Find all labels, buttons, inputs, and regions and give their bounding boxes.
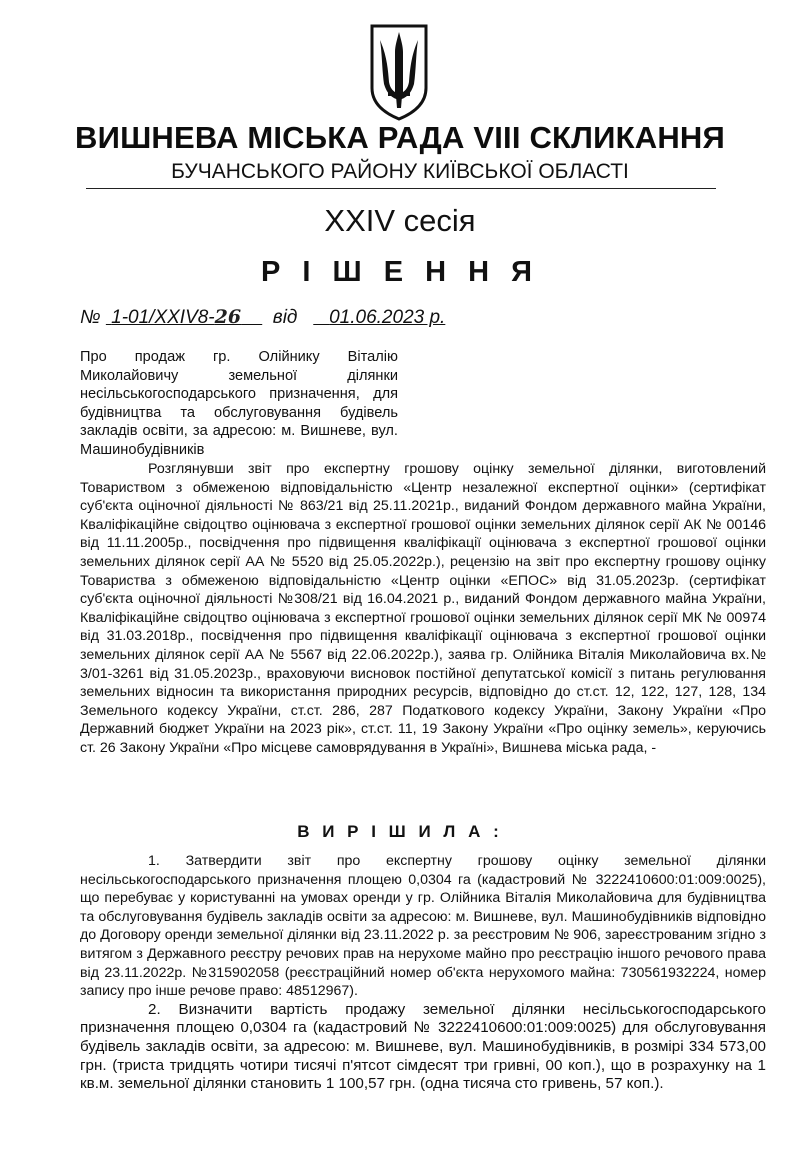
date-from-label: від bbox=[272, 307, 298, 328]
resolved-heading: В И Р І Ш И Л А : bbox=[297, 822, 503, 841]
decision-number bbox=[106, 307, 262, 328]
resolution-item-1: 1. Затвердити звіт про експертну грошову оцінку земельної ділянки несільськогосподарського призначення площею 0,0304 га (кадастровий № 3222410600:01:009:0025), що перебуває у користуванні на умовах оренди у гр. Олійника Віталія Миколайовича для будівництва та обслуговування будівель закладів освіти за адресою: м. Вишневе, вул. Машинобудівників відповідно до Договору оренди земельної ділянки від 23.11.2022 р. за реєстровим № 906, зареєстрованим згідно з витягом з Державного реєстру речових прав на нерухоме майно про реєстрацію іншого речового права від 23.11.2022р. №315902058 (реєстраційний номер об'єкта нерухомого майна: 730561932224, номер запису про інше речове право: 48512967). bbox=[80, 853, 766, 1000]
preamble-paragraph: Розглянувши звіт про експертну грошову оцінку земельної ділянки, виготовлений Товариством з обмеженою відповідальністю «Центр незалежної експертної оцінки» (сертифікат суб'єкта оціночної діяльності № 863/21 від 25.11.2021р., виданий Фондом державного майна України, Кваліфікаційне свідоцтво оцінювача з експертної грошової оцінки земельних ділянок серії АК № 00146 від 11.11.2005р., посвідчення про підвищення кваліфікації оцінювача з експертної грошової оцінки земельних ділянок серії АА № 5520 від 25.05.2022р.), рецензію на звіт про експертну грошову оцінку Товариства з обмеженою відповідальністю «Центр оцінки «ЕПОС» від 31.05.2023р. (сертифікат суб'єкта оціночної діяльності №308/21 від 16.04.2021 р., виданий Фондом державного майна України, Кваліфікаційне свідоцтво оцінювача з експертної грошової оцінки земельних ділянок серії МК № 00974 від 31.03.2018р., посвідчення про підвищення кваліфікації оцінювача з експертної грошової оцінки земельних ділянок серії АА № 5567 від 22.06.2022р.), заява гр. Олійника Віталія Миколайовича вх.№ 3/01-3261 від 31.05.2023р., враховуючи висновок постійної депутатської комісії з питань регулювання земельних відносин та використання природних ресурсів, відповідно до ст.ст. 12, 122, 127, 128, 134 Земельного кодексу України, ст.ст. 286, 287 Податкового кодексу України, Закону України «Про Державний бюджет України на 2023 рік», ст.ст. 11, 19 Закону України «Про оцінку земель», керуючись ст. 26 Закону України «Про місцеве самоврядування в Україні», Вишнева міська рада, - bbox=[80, 461, 766, 756]
preamble bbox=[80, 460, 766, 758]
document-type-title: Р І Ш Е Н Н Я bbox=[261, 256, 539, 288]
district-name: БУЧАНСЬКОГО РАЙОНУ КИЇВСЬКОЇ ОБЛАСТІ bbox=[171, 160, 629, 183]
resolution-items bbox=[80, 852, 766, 1094]
council-name: ВИШНЕВА МІСЬКА РАДА VIII СКЛИКАННЯ bbox=[75, 120, 725, 155]
number-label: № bbox=[80, 307, 101, 328]
session-title: XXIV сесія bbox=[324, 203, 476, 238]
decision-number-line bbox=[80, 306, 445, 329]
header-divider bbox=[86, 188, 716, 189]
decision-date: 01.06.2023 р. bbox=[329, 307, 446, 328]
resolution-item-2: 2. Визначити вартість продажу земельної ділянки несільськогосподарського призначення площею 0,0304 га (кадастровий № 3222410600:01:009:0025) для обслуговування будівель закладів освіти, за адресою: м. Вишневе, вул. Машинобудівників, в розмірі 334 573,00 грн. (триста тридцять чотири тисячі п'ятсот сімдесят три гривні, 00 коп.), що в розрахунку на 1 кв.м. земельної ділянки становить 1 100,57 грн. (одна тисяча сто гривень, 57 коп.). bbox=[80, 1000, 766, 1093]
decision-number-prefix: 1-01/XXIV8- bbox=[111, 307, 215, 328]
decision-subject: Про продаж гр. Олійнику Віталію Миколайовичу земельної ділянки несільськогосподарського призначення, для будівництва та обслуговування будівель закладів освіти, за адресою: м. Вишневе, вул. Машинобудівників bbox=[80, 349, 398, 458]
handwritten-number: 26 bbox=[214, 306, 242, 328]
trident-emblem-icon bbox=[366, 22, 432, 122]
